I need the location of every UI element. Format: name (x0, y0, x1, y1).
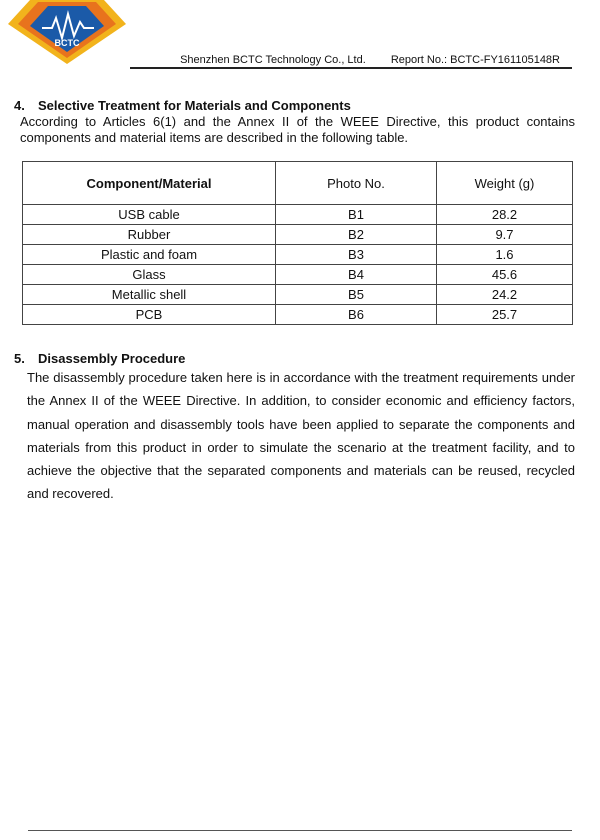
table-row (23, 285, 573, 305)
photo-cell: B6 (276, 305, 437, 325)
component-cell: Plastic and foam (23, 245, 276, 265)
photo-cell: B3 (276, 245, 437, 265)
report-number: Report No.: BCTC-FY161105148R (390, 54, 560, 66)
footer-divider (28, 830, 572, 831)
component-cell: Glass (23, 265, 276, 285)
weight-cell: 28.2 (437, 205, 573, 225)
weight-cell: 9.7 (437, 225, 573, 245)
section-4-number: 4. (14, 98, 25, 113)
table-row (23, 225, 573, 245)
table-header-row (23, 162, 573, 205)
table-row (23, 245, 573, 265)
logo-text: BCTC (54, 38, 80, 48)
section-5-number: 5. (14, 351, 25, 366)
table-row (23, 205, 573, 225)
component-cell: Metallic shell (23, 285, 276, 305)
weight-cell: 45.6 (437, 265, 573, 285)
section-5-body (27, 366, 575, 506)
section-5-paragraph: The disassembly procedure taken here is in accordance with the treatment requirements under the Annex II of the WEEE Directive. In addition, to consider economic and efficiency factors, manual operation and disassembly tools have been applied to separate the components and materials from this product in order to simulate the scenario at the treatment facility, and to achieve the objective that the separated components and materials can be reused, recycled and recovered. (27, 370, 575, 502)
column-header-component: Component/Material (23, 162, 276, 205)
section-4-heading (14, 98, 351, 113)
weight-cell: 25.7 (437, 305, 573, 325)
photo-cell: B5 (276, 285, 437, 305)
photo-cell: B2 (276, 225, 437, 245)
section-5-heading (14, 351, 185, 366)
company-name: Shenzhen BCTC Technology Co., Ltd. (180, 54, 366, 66)
header-divider (130, 67, 572, 69)
photo-cell: B1 (276, 205, 437, 225)
section-4-body: According to Articles 6(1) and the Annex II of the WEEE Directive, this product contains components and material items are described in the following table. (20, 114, 575, 145)
component-cell: Rubber (23, 225, 276, 245)
weight-cell: 24.2 (437, 285, 573, 305)
section-5-title: Disassembly Procedure (38, 351, 186, 366)
component-cell: USB cable (23, 205, 276, 225)
page-header (180, 54, 560, 66)
column-header-photo: Photo No. (276, 162, 437, 205)
bctc-logo (8, 0, 126, 64)
photo-cell: B4 (276, 265, 437, 285)
section-4-title: Selective Treatment for Materials and Components (38, 98, 351, 113)
table-row (23, 265, 573, 285)
table-row (23, 305, 573, 325)
column-header-weight: Weight (g) (437, 162, 573, 205)
weight-cell: 1.6 (437, 245, 573, 265)
component-cell: PCB (23, 305, 276, 325)
materials-table (22, 161, 573, 325)
